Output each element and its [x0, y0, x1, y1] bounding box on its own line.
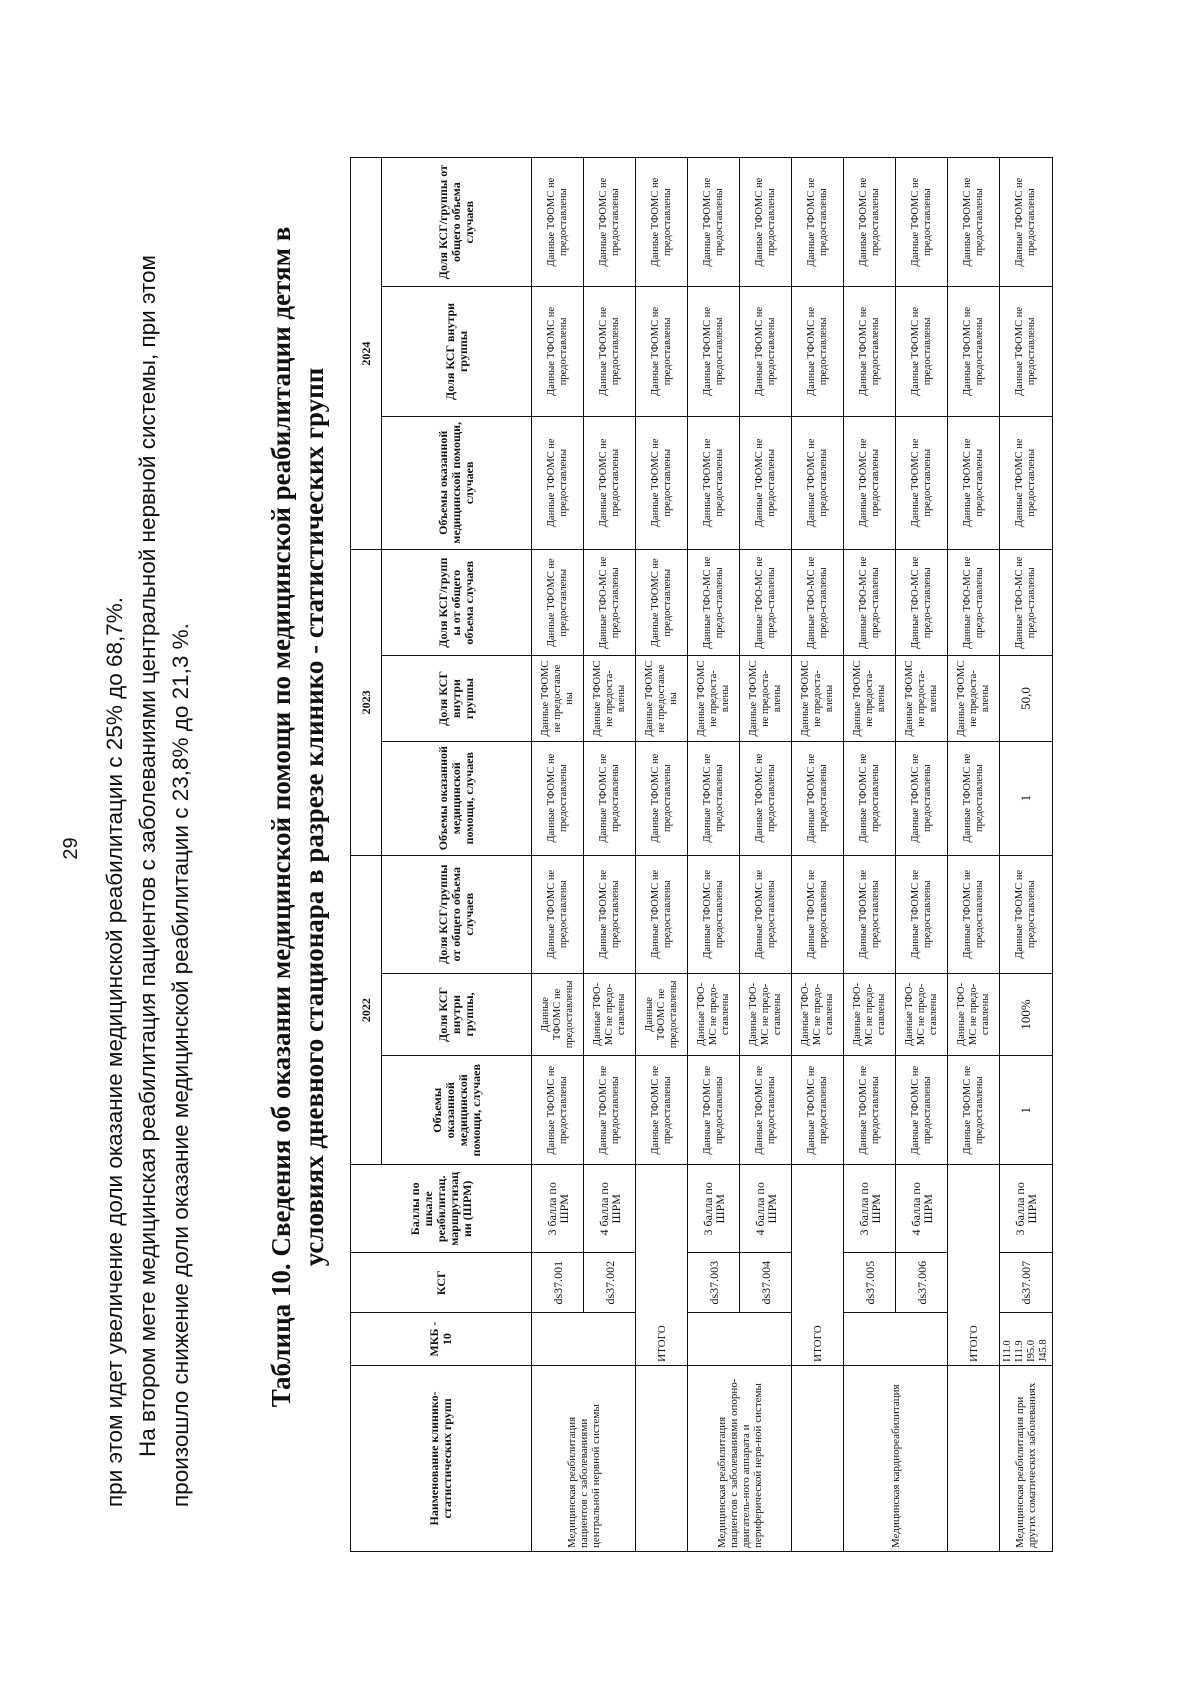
intro-line: при этом идет увеличение доли оказание медицинской реабилитации с 25% до 68,7%.	[102, 596, 127, 1507]
points-cell: 4 балла по ШРМ	[740, 1165, 792, 1253]
points-cell: 4 балла по ШРМ	[584, 1165, 636, 1253]
points-cell: 3 балла по ШРМ	[688, 1165, 740, 1253]
share-in-group-2022: Данные ТФО-МС не предо-ставлены	[740, 973, 792, 1055]
header-share-in-group: Доля КСГ внутри группы,	[382, 973, 532, 1055]
share-total-2023: Данные ТФО-МС не предо-ставлены	[1000, 550, 1053, 656]
share-total-2022: Данные ТФОМС не предоставлены	[688, 855, 740, 973]
header-ksg: КСГ	[351, 1253, 532, 1313]
caption-line: условиях дневного стационара в разрезе клинико - статистических групп	[299, 367, 329, 1267]
share-in-group-2024: Данные ТФОМС не предоставлены	[792, 287, 844, 416]
points-cell: 3 балла по ШРМ	[844, 1165, 896, 1253]
volume-2023: Данные ТФОМС не предоставлены	[948, 741, 1000, 855]
share-in-group-2024: Данные ТФОМС не предоставлены	[948, 287, 1000, 416]
volume-2022: Данные ТФОМС не предоставлены	[532, 1056, 584, 1166]
points-cell: 3 балла по ШРМ	[1000, 1165, 1053, 1253]
share-in-group-2023: Данные ТФОМС не предоста-влены	[792, 656, 844, 741]
share-in-group-2023: Данные ТФОМС не предоставле ны	[636, 656, 688, 741]
volume-2023: 1	[1000, 741, 1053, 855]
share-total-2024: Данные ТФОМС не предоставлены	[584, 158, 636, 287]
share-total-2024: Данные ТФОМС не предоставлены	[948, 158, 1000, 287]
table-row-total	[792, 158, 844, 1552]
share-in-group-2022: Данные ТФОМС не предоставлены	[532, 973, 584, 1055]
share-total-2023: Данные ТФО-МС не предо-ставлены	[844, 550, 896, 656]
share-total-2023: Данные ТФОМС не предоставлены	[636, 550, 688, 656]
ksg-cell: ds37.002	[584, 1253, 636, 1313]
share-total-2024: Данные ТФОМС не предоставлены	[896, 158, 948, 287]
group-name-somatic: Медицинская реабилитация при других соматических заболеваниях	[1000, 1365, 1053, 1551]
header-share-in-group: Доля КСГ внутри группы	[382, 287, 532, 416]
share-total-2022: Данные ТФОМС не предоставлены	[532, 855, 584, 973]
header-share-total: Доля КСГ/группы от общего объема случаев	[382, 855, 532, 973]
header-volume: Объемы оказанной медицинской помощи, случаев	[382, 1056, 532, 1166]
volume-2024: Данные ТФОМС не предоставлены	[844, 416, 896, 550]
share-total-2023: Данные ТФОМС не предоставлены	[532, 550, 584, 656]
volume-2022: Данные ТФОМС не предоставлены	[740, 1056, 792, 1166]
share-in-group-2022: Данные ТФО-МС не предо-ставлены	[896, 973, 948, 1055]
ksg-cell: ds37.005	[844, 1253, 896, 1313]
share-total-2023: Данные ТФО-МС не предо-ставлены	[896, 550, 948, 656]
volume-2022: Данные ТФОМС не предоставлены	[636, 1056, 688, 1166]
volume-2024: Данные ТФОМС не предоставлены	[532, 416, 584, 550]
volume-2023: Данные ТФОМС не предоставлены	[688, 741, 740, 855]
share-total-2024: Данные ТФОМС не предоставлены	[532, 158, 584, 287]
volume-2022: Данные ТФОМС не предоставлены	[948, 1056, 1000, 1166]
points-cell: 4 балла по ШРМ	[896, 1165, 948, 1253]
volume-2023: Данные ТФОМС не предоставлены	[532, 741, 584, 855]
share-in-group-2023: 50,0	[1000, 656, 1053, 741]
share-in-group-2022: Данные ТФО-МС не предо-ставлены	[844, 973, 896, 1055]
volume-2023: Данные ТФОМС не предоставлены	[792, 741, 844, 855]
share-in-group-2022: Данные ТФО-МС не предо-ставлены	[792, 973, 844, 1055]
volume-2024: Данные ТФОМС не предоставлены	[948, 416, 1000, 550]
volume-2024: Данные ТФОМС не предоставлены	[792, 416, 844, 550]
group-name-cardio: Медицинская кардиореабилитация	[844, 1365, 948, 1551]
header-group: Наименование клинико-статистических групп	[351, 1365, 532, 1551]
share-total-2022: Данные ТФОМС не предоставлены	[740, 855, 792, 973]
share-total-2024: Данные ТФОМС не предоставлены	[636, 158, 688, 287]
intro-line: На втором мете медицинская реабилитация пациентов с заболеваниями центральной нервной системы, при этом	[135, 254, 160, 1457]
share-in-group-2023: Данные ТФОМС не предоста-влены	[688, 656, 740, 741]
volume-2023: Данные ТФОМС не предоставлены	[636, 741, 688, 855]
share-in-group-2023: Данные ТФОМС не предоста-влены	[584, 656, 636, 741]
share-in-group-2024: Данные ТФОМС не предоставлены	[584, 287, 636, 416]
share-total-2024: Данные ТФОМС не предоставлены	[792, 158, 844, 287]
share-in-group-2023: Данные ТФОМС не предоставле ны	[532, 656, 584, 741]
mkb-cell: I11.0 I11.9 I95.0 J45.8	[1000, 1313, 1053, 1366]
share-total-2023: Данные ТФО-МС не предо-ставлены	[688, 550, 740, 656]
volume-2022: Данные ТФОМС не предоставлены	[792, 1056, 844, 1166]
volume-2022: 1	[1000, 1056, 1053, 1166]
header-share-in-group: Доля КСГ внутри группы	[382, 656, 532, 741]
share-in-group-2024: Данные ТФОМС не предоставлены	[1000, 287, 1053, 416]
table-row	[688, 158, 740, 1552]
share-total-2022: Данные ТФОМС не предоставлены	[584, 855, 636, 973]
share-in-group-2024: Данные ТФОМС не предоставлены	[532, 287, 584, 416]
share-total-2022: Данные ТФОМС не предоставлены	[636, 855, 688, 973]
share-in-group-2022: Данные ТФОМС не предоставлены	[636, 973, 688, 1055]
share-in-group-2023: Данные ТФОМС не предоста-влены	[740, 656, 792, 741]
ksg-cell: ds37.007	[1000, 1253, 1053, 1313]
page-number: 29	[60, 837, 82, 860]
share-total-2024: Данные ТФОМС не предоставлены	[740, 158, 792, 287]
header-year-2023: 2023	[351, 550, 382, 856]
share-total-2022: Данные ТФОМС не предоставлены	[1000, 855, 1053, 973]
rehab-table	[350, 157, 1053, 1552]
volume-2023: Данные ТФОМС не предоставлены	[740, 741, 792, 855]
table-container	[350, 157, 1053, 1552]
header-mkb: МКБ - 10	[351, 1313, 532, 1366]
ksg-cell: ds37.004	[740, 1253, 792, 1313]
intro-line: произошло снижение доли оказание медицинской реабилитации с 23,8% до 21,3 %.	[168, 623, 193, 1507]
total-label: ИТОГО	[948, 1165, 1000, 1365]
share-total-2023: Данные ТФО-МС не предо-ставлены	[792, 550, 844, 656]
intro-paragraph	[98, 107, 197, 1507]
header-volume: Объемы оказанной медицинской помощи, случаев	[382, 741, 532, 855]
volume-2024: Данные ТФОМС не предоставлены	[584, 416, 636, 550]
volume-2024: Данные ТФОМС не предоставлены	[896, 416, 948, 550]
total-label: ИТОГО	[636, 1165, 688, 1365]
table-row	[532, 158, 584, 1552]
share-in-group-2024: Данные ТФОМС не предоставлены	[688, 287, 740, 416]
group-empty	[636, 1365, 688, 1551]
ksg-cell: ds37.006	[896, 1253, 948, 1313]
volume-2023: Данные ТФОМС не предоставлены	[896, 741, 948, 855]
volume-2024: Данные ТФОМС не предоставлены	[636, 416, 688, 550]
table-row-total	[636, 158, 688, 1552]
ksg-cell: ds37.001	[532, 1253, 584, 1313]
share-total-2023: Данные ТФО-МС не предо-ставлены	[740, 550, 792, 656]
share-in-group-2022: 100%	[1000, 973, 1053, 1055]
header-share-total: Доля КСГ/групп ы от общего объема случаев	[382, 550, 532, 656]
table-row	[1000, 158, 1053, 1552]
mkb-cell	[532, 1313, 636, 1366]
volume-2023: Данные ТФОМС не предоставлены	[844, 741, 896, 855]
volume-2022: Данные ТФОМС не предоставлены	[844, 1056, 896, 1166]
group-empty	[948, 1365, 1000, 1551]
header-year-2024: 2024	[351, 158, 382, 550]
ksg-cell: ds37.003	[688, 1253, 740, 1313]
share-in-group-2022: Данные ТФО-МС не предо-ставлены	[948, 973, 1000, 1055]
share-in-group-2023: Данные ТФОМС не предоста-влены	[896, 656, 948, 741]
volume-2023: Данные ТФОМС не предоставлены	[584, 741, 636, 855]
mkb-cell	[844, 1313, 948, 1366]
share-in-group-2023: Данные ТФОМС не предоста-влены	[948, 656, 1000, 741]
share-total-2023: Данные ТФО-МС не предо-ставлены	[948, 550, 1000, 656]
group-empty	[792, 1365, 844, 1551]
share-in-group-2024: Данные ТФОМС не предоставлены	[896, 287, 948, 416]
table-row-total	[948, 158, 1000, 1552]
share-total-2022: Данные ТФОМС не предоставлены	[844, 855, 896, 973]
volume-2022: Данные ТФОМС не предоставлены	[584, 1056, 636, 1166]
header-volume: Объемы оказанной медицинской помощи, случаев	[382, 416, 532, 550]
volume-2024: Данные ТФОМС не предоставлены	[1000, 416, 1053, 550]
share-in-group-2024: Данные ТФОМС не предоставлены	[740, 287, 792, 416]
share-total-2024: Данные ТФОМС не предоставлены	[688, 158, 740, 287]
volume-2024: Данные ТФОМС не предоставлены	[688, 416, 740, 550]
share-total-2022: Данные ТФОМС не предоставлены	[896, 855, 948, 973]
points-cell: 3 балла по ШРМ	[532, 1165, 584, 1253]
share-total-2024: Данные ТФОМС не предоставлены	[1000, 158, 1053, 287]
group-name-musculo: Медицинская реабилитация пациентов с заболеваниями опорно-двигатель-ного аппарата и периферической нерв-ной системы	[688, 1365, 792, 1551]
mkb-cell	[688, 1313, 792, 1366]
group-name-cns: Медицинская реабилитация пациентов с заболеваниями центральной нервной системы	[532, 1365, 636, 1551]
share-in-group-2022: Данные ТФО-МС не предо-ставлены	[584, 973, 636, 1055]
share-total-2024: Данные ТФОМС не предоставлены	[844, 158, 896, 287]
share-in-group-2024: Данные ТФОМС не предоставлены	[844, 287, 896, 416]
share-total-2023: Данные ТФО-МС не предо-ставлены	[584, 550, 636, 656]
volume-2022: Данные ТФОМС не предоставлены	[688, 1056, 740, 1166]
share-in-group-2022: Данные ТФО-МС не предо-ставлены	[688, 973, 740, 1055]
share-in-group-2023: Данные ТФОМС не предоста-влены	[844, 656, 896, 741]
table-caption	[265, 167, 331, 1467]
share-in-group-2024: Данные ТФОМС не предоставлены	[636, 287, 688, 416]
share-total-2022: Данные ТФОМС не предоставлены	[792, 855, 844, 973]
total-label: ИТОГО	[792, 1165, 844, 1365]
header-points: Баллы по шкале реабилитац. маршрутизации (ШРМ)	[351, 1165, 532, 1253]
share-total-2022: Данные ТФОМС не предоставлены	[948, 855, 1000, 973]
volume-2022: Данные ТФОМС не предоставлены	[896, 1056, 948, 1166]
table-row	[844, 158, 896, 1552]
header-year-2022: 2022	[351, 855, 382, 1165]
caption-line: Таблица 10. Сведения об оказании медицинской помощи по медицинской реабилитации детям в	[266, 226, 296, 1408]
header-share-total: Доля КСГ/группы от общего объема случаев	[382, 158, 532, 287]
volume-2024: Данные ТФОМС не предоставлены	[740, 416, 792, 550]
